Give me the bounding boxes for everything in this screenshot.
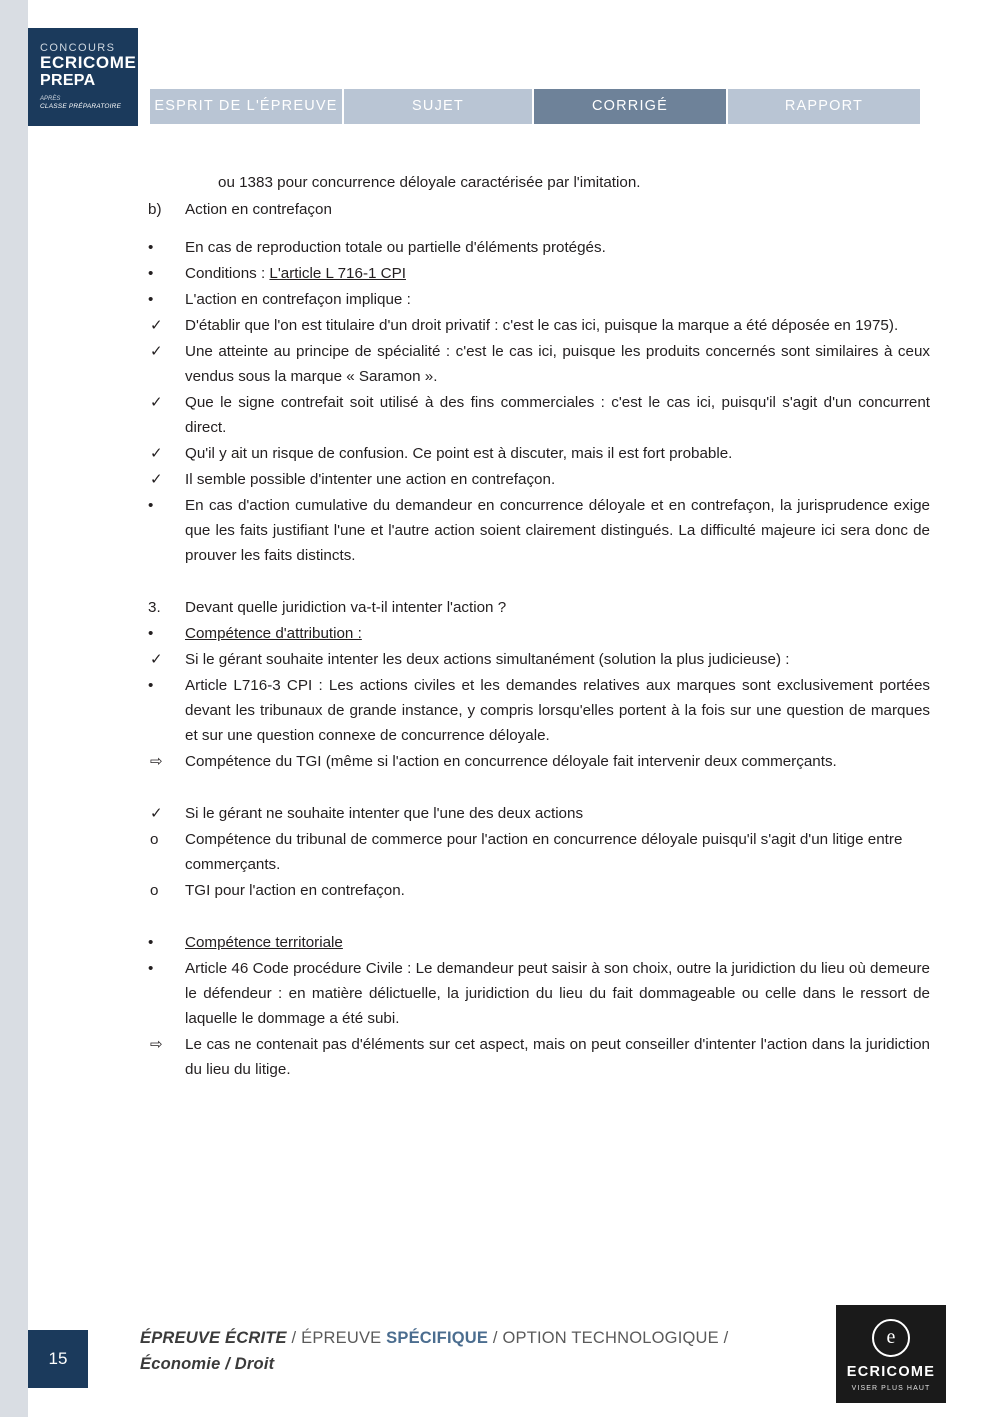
footer-line-1 bbox=[140, 1325, 728, 1351]
list-item bbox=[140, 878, 930, 903]
list-marker: • bbox=[148, 677, 154, 694]
list-item bbox=[140, 595, 930, 620]
list-marker: • bbox=[148, 239, 154, 256]
list-marker: ✓ bbox=[150, 343, 163, 360]
section-tabs bbox=[150, 89, 920, 124]
list-item bbox=[140, 827, 930, 877]
list-item bbox=[140, 930, 930, 955]
list-marker: ✓ bbox=[150, 651, 163, 668]
list-text: En cas d'action cumulative du demandeur en concurrence déloyale et en contrefaçon, la jurisprudence exige que les faits justifiant l'une et l'autre action soient clairement distingués. La difficulté majeure ici sera donc de prouver les faits distincts. bbox=[185, 497, 930, 564]
list-marker: ✓ bbox=[150, 471, 163, 488]
brand-e-icon: e bbox=[872, 1319, 910, 1357]
list-marker: • bbox=[148, 934, 154, 951]
list-marker: • bbox=[148, 265, 154, 282]
page-number-badge: 15 bbox=[28, 1330, 88, 1388]
list-item bbox=[140, 956, 930, 1031]
list-item bbox=[140, 673, 930, 748]
list-marker: • bbox=[148, 291, 154, 308]
list-marker: • bbox=[148, 497, 154, 514]
list-text bbox=[185, 261, 930, 286]
list-text: Action en contrefaçon bbox=[185, 201, 332, 218]
list-item bbox=[140, 390, 930, 440]
footer-sep-2: / bbox=[488, 1329, 503, 1347]
legal-reference-link[interactable]: L'article L 716-1 CPI bbox=[269, 265, 406, 282]
left-accent-bar bbox=[0, 0, 28, 1417]
list-text: Compétence du tribunal de commerce pour l'action en concurrence déloyale puisqu'il s'agit d'un litige entre commerçants. bbox=[185, 831, 903, 873]
list-item bbox=[140, 441, 930, 466]
list-marker: ⇨ bbox=[150, 753, 163, 770]
list-marker: 3. bbox=[148, 599, 161, 616]
list-text: En cas de reproduction totale ou partielle d'éléments protégés. bbox=[185, 239, 606, 256]
list-text: Il semble possible d'intenter une action en contrefaçon. bbox=[185, 471, 556, 488]
tab-esprit-de-lepreuve[interactable]: ESPRIT DE L'ÉPREUVE bbox=[150, 89, 342, 124]
list-item bbox=[140, 801, 930, 826]
list-text: Compétence du TGI (même si l'action en concurrence déloyale fait intervenir deux commerçants. bbox=[185, 753, 837, 770]
list-text: Si le gérant souhaite intenter les deux actions simultanément (solution la plus judicieuse) : bbox=[185, 651, 790, 668]
list-text: Devant quelle juridiction va-t-il intenter l'action ? bbox=[185, 599, 507, 616]
list-item bbox=[140, 467, 930, 492]
list-marker: ✓ bbox=[150, 394, 163, 411]
list-marker: ✓ bbox=[150, 445, 163, 462]
list-item bbox=[140, 313, 930, 338]
footer-option: OPTION TECHNOLOGIQUE / bbox=[502, 1329, 729, 1347]
brand-name-text: ECRICOME bbox=[846, 1364, 936, 1380]
list-text bbox=[185, 621, 930, 646]
list-text: Article 46 Code procédure Civile : Le demandeur peut saisir à son choix, outre la juridiction du lieu où demeure le défendeur : en matière délictuelle, la juridiction du lieu du fait dommageable ou celle dans le ressort de laquelle le dommage a été subi. bbox=[185, 960, 930, 1027]
list-item bbox=[140, 749, 930, 774]
list-text: Le cas ne contenait pas d'éléments sur cet aspect, mais on peut conseiller d'intenter l'action dans la juridiction du lieu du litige. bbox=[185, 1036, 930, 1078]
list-marker: ✓ bbox=[150, 317, 163, 334]
list-text: Une atteinte au principe de spécialité : c'est le cas ici, puisque les produits concernés sont similaires à ceux vendus sous la marque « Saramon ». bbox=[185, 343, 930, 385]
footer-line-2: Économie / Droit bbox=[140, 1355, 275, 1373]
ecricome-prepa-logo bbox=[28, 28, 138, 126]
list-item bbox=[140, 1032, 930, 1082]
logo-ecricome-text: ECRICOME bbox=[40, 53, 137, 72]
list-text bbox=[185, 930, 930, 955]
list-text: D'établir que l'on est titulaire d'un droit privatif : c'est le cas ici, puisque la marque a été déposée en 1975). bbox=[185, 317, 899, 334]
brand-tagline-text: VISER PLUS HAUT bbox=[851, 1385, 931, 1392]
logo-concours-text: CONCOURS bbox=[40, 42, 116, 54]
footer-caption bbox=[140, 1325, 728, 1377]
list-marker: ✓ bbox=[150, 805, 163, 822]
list-text: Qu'il y ait un risque de confusion. Ce point est à discuter, mais il est fort probable. bbox=[185, 445, 733, 462]
footer-epreuve-ecrite: ÉPREUVE ÉCRITE bbox=[140, 1329, 287, 1347]
subheading-underlined: Compétence territoriale bbox=[185, 934, 343, 951]
list-text-lead: Conditions : bbox=[185, 265, 270, 282]
logo-apres-text: APRÈS bbox=[40, 96, 61, 102]
list-item bbox=[140, 621, 930, 646]
document-body bbox=[140, 170, 930, 1083]
list-marker: o bbox=[150, 831, 159, 848]
list-text: Que le signe contrefait soit utilisé à des fins commerciales : c'est le cas ici, puisqu'il s'agit d'un concurrent direct. bbox=[185, 394, 930, 436]
list-text: Si le gérant ne souhaite intenter que l'une des deux actions bbox=[185, 805, 584, 822]
list-item bbox=[140, 339, 930, 389]
footer-sep-1: / bbox=[286, 1329, 302, 1347]
list-marker: • bbox=[148, 625, 154, 642]
logo-prepa-text: PREPA bbox=[40, 72, 96, 89]
list-item bbox=[140, 197, 930, 222]
logo-classe-preparatoire-text: CLASSE PRÉPARATOIRE bbox=[40, 103, 122, 110]
list-text: Article L716-3 CPI : Les actions civiles et les demandes relatives aux marques sont exclusivement portées devant les tribunaux de grande instance, y compris lorsqu'elles portent à la fois sur une question de marques et sur une question connexe de concurrence déloyale. bbox=[185, 677, 930, 744]
tab-rapport[interactable]: RAPPORT bbox=[728, 89, 920, 124]
intro-paragraph: ou 1383 pour concurrence déloyale caractérisée par l'imitation. bbox=[218, 174, 641, 191]
list-marker: o bbox=[150, 882, 159, 899]
footer-epreuve: ÉPREUVE bbox=[301, 1329, 387, 1347]
tab-sujet[interactable]: SUJET bbox=[344, 89, 532, 124]
tab-corrige[interactable]: CORRIGÉ bbox=[534, 89, 726, 124]
list-text: L'action en contrefaçon implique : bbox=[185, 291, 411, 308]
list-item bbox=[140, 235, 930, 260]
footer-specifique: SPÉCIFIQUE bbox=[386, 1329, 489, 1347]
list-marker: • bbox=[148, 960, 154, 977]
list-item bbox=[140, 261, 930, 286]
list-item bbox=[140, 287, 930, 312]
subheading-underlined: Compétence d'attribution : bbox=[185, 625, 362, 642]
list-marker: ⇨ bbox=[150, 1036, 163, 1053]
list-text: TGI pour l'action en contrefaçon. bbox=[185, 882, 405, 899]
ecricome-brand-logo bbox=[836, 1305, 946, 1403]
list-item bbox=[140, 647, 930, 672]
list-marker: b) bbox=[148, 201, 162, 218]
list-item bbox=[140, 493, 930, 568]
